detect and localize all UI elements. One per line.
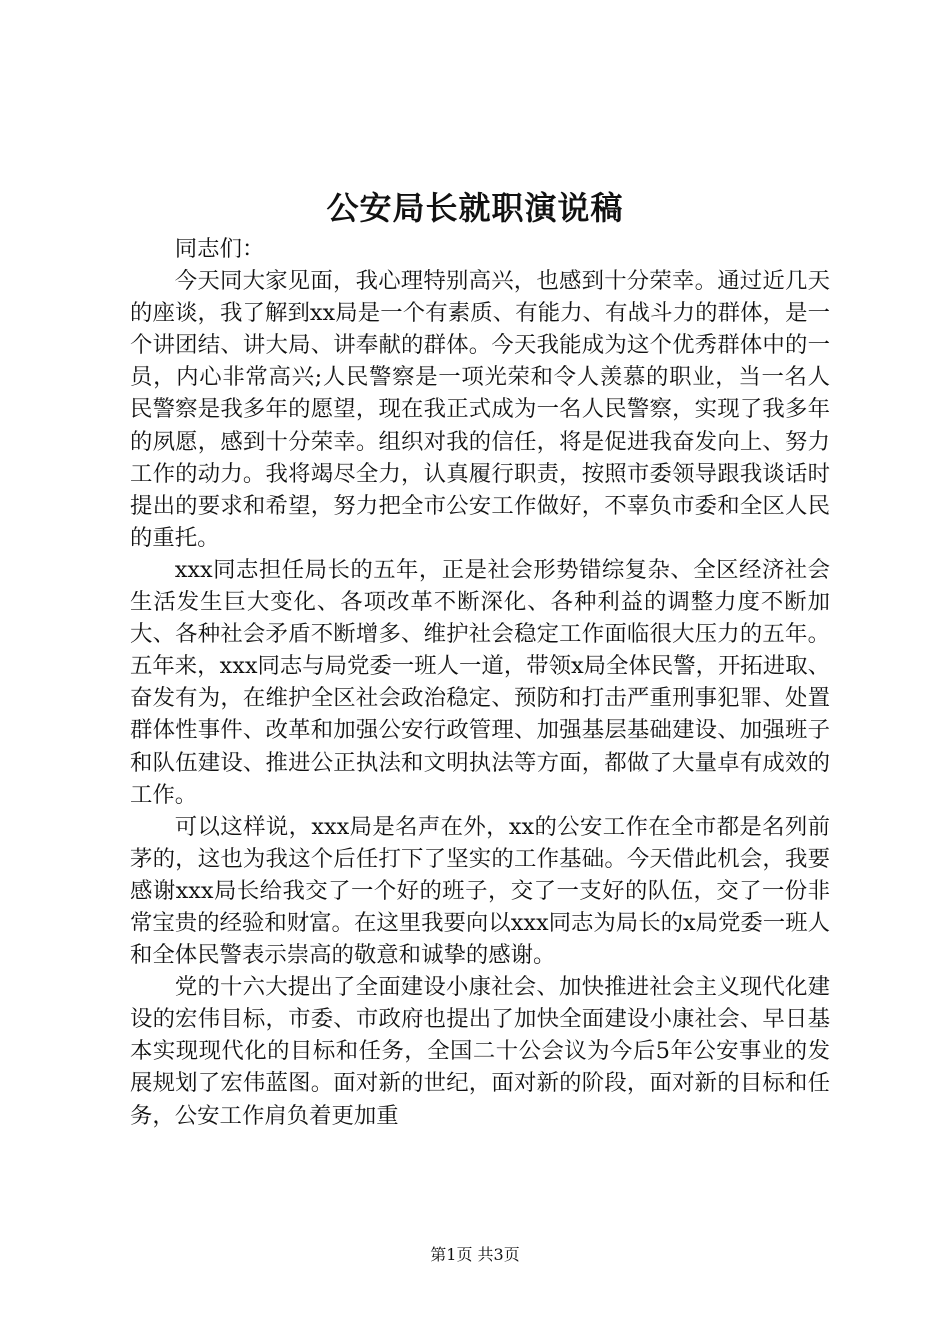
paragraph-3: 可以这样说，xxx局是名声在外，xx的公安工作在全市都是名列前茅的，这也为我这个后任打下了坚实的工作基础。今天借此机会，我要感谢xxx局长给我交了一个好的班子，交了一支好的队伍，交了一份非常宝贵的经验和财富。在这里我要向以xxx同志为局长的x局党委一班人和全体民警表示崇高的敬意和诚挚的感谢。 <box>130 813 830 969</box>
paragraph-4: 党的十六大提出了全面建设小康社会、加快推进社会主义现代化建设的宏伟目标，市委、市政府也提出了加快全面建设小康社会、早日基本实现现代化的目标和任务，全国二十公会议为今后5年公安事业的发展规划了宏伟蓝图。面对新的世纪，面对新的阶段，面对新的目标和任务，公安工作肩负着更加重 <box>130 974 830 1129</box>
document-body <box>130 233 830 1132</box>
salutation: 同志们： <box>174 236 265 262</box>
page-footer <box>0 1244 950 1266</box>
document-title: 公安局长就职演说稿 <box>326 189 624 227</box>
paragraph-2: xxx同志担任局长的五年，正是社会形势错综复杂、全区经济社会生活发生巨大变化、各项改革不断深化、各种利益的调整力度不断加大、各种社会矛盾不断增多、维护社会稳定工作面临很大压力的五年。五年来，xxx同志与局党委一班人一道，带领x局全体民警，开拓进取、奋发有为，在维护全区社会政治稳定、预防和打击严重刑事犯罪、处置群体性事件、改革和加强公安行政管理、加强基层基础建设、加强班子和队伍建设、推进公正执法和文明执法等方面，都做了大量卓有成效的工作。 <box>130 556 830 808</box>
paragraph-1: 今天同大家见面，我心理特别高兴，也感到十分荣幸。通过近几天的座谈，我了解到xx局是一个有素质、有能力、有战斗力的群体，是一个讲团结、讲大局、讲奉献的群体。今天我能成为这个优秀群体中的一员，内心非常高兴;人民警察是一项光荣和令人羡慕的职业，当一名人民警察是我多年的愿望，现在我正式成为一名人民警察，实现了我多年的夙愿，感到十分荣幸。组织对我的信任，将是促进我奋发向上、努力工作的动力。我将竭尽全力，认真履行职责，按照市委领导跟我谈话时提出的要求和希望，努力把全市公安工作做好，不辜负市委和全区人民的重托。 <box>130 268 830 551</box>
page-number-label: 第1页 共3页 <box>430 1245 520 1264</box>
